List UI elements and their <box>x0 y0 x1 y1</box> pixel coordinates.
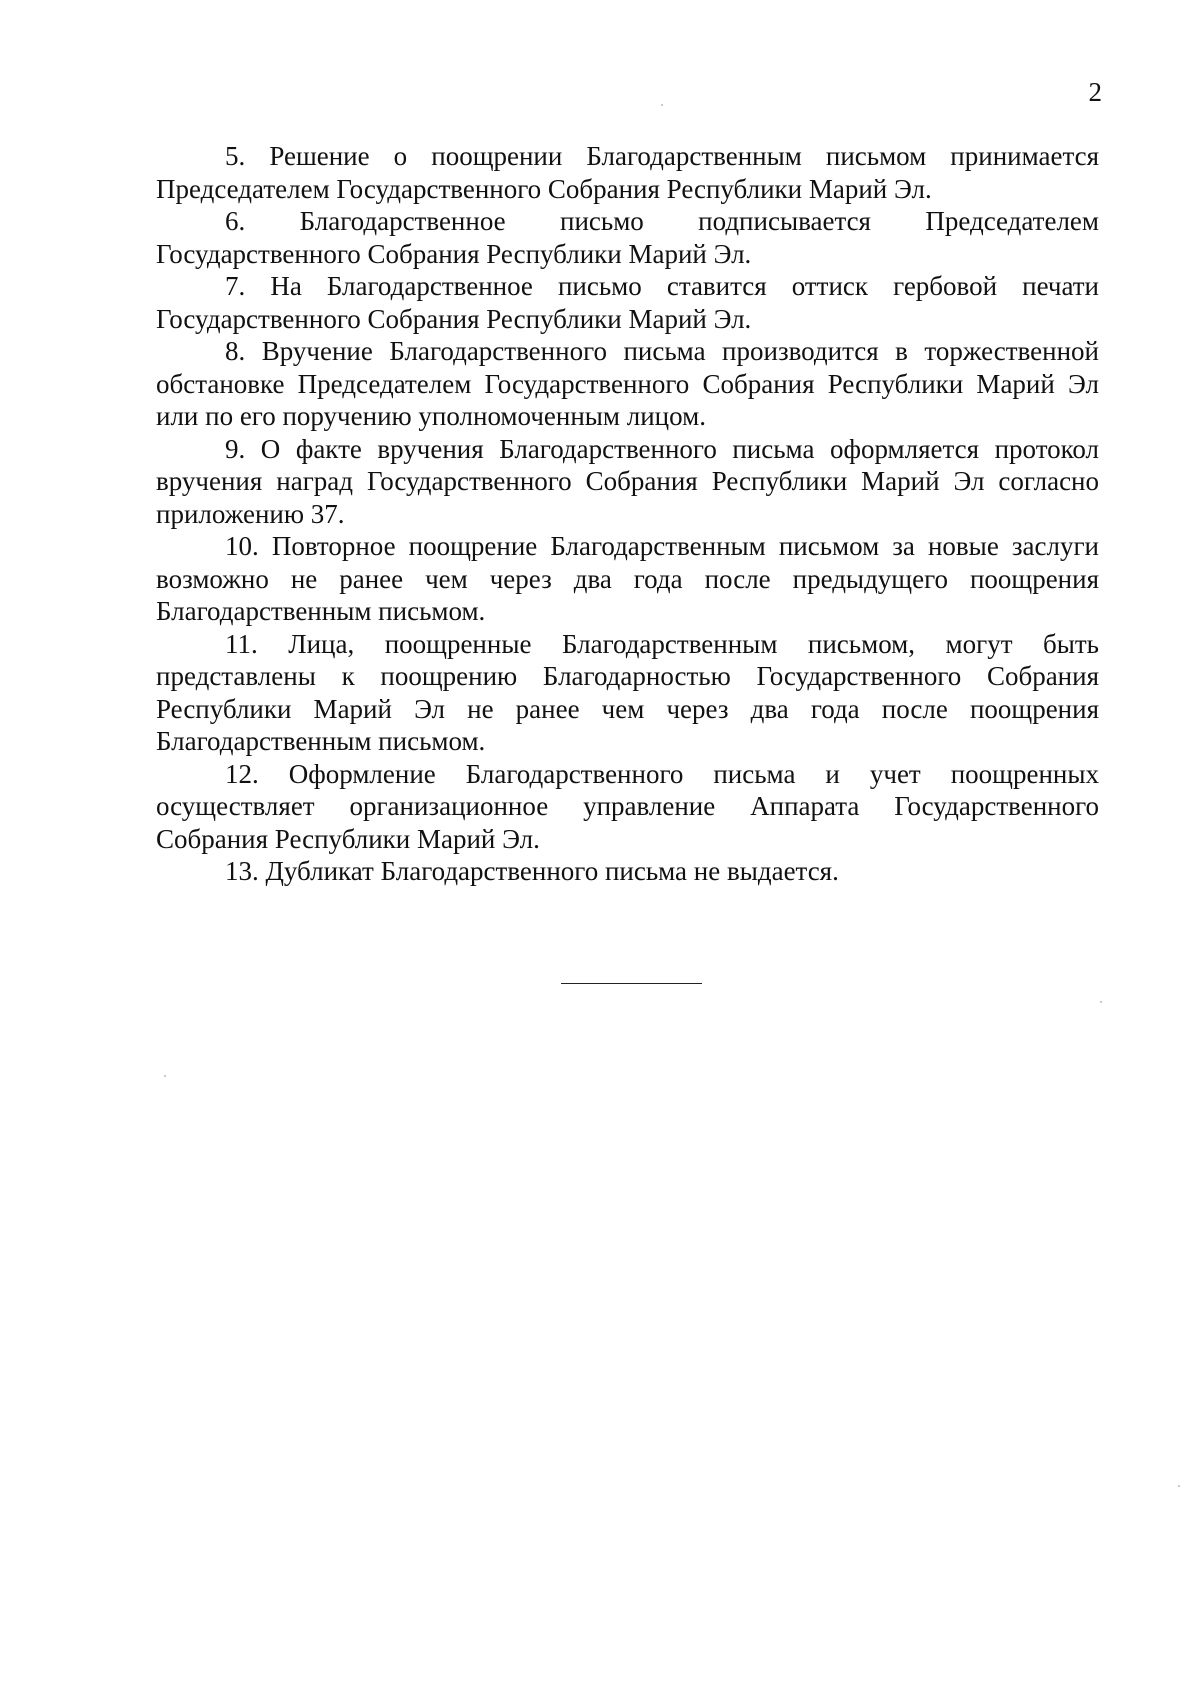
scan-speck <box>164 1075 166 1077</box>
paragraph-10: 10. Повторное поощрение Благодарственным письмом за новые заслуги возможно не ранее чем через два года после предыдущего поощрения Благодарственным письмом. <box>156 531 1099 626</box>
end-separator-line <box>561 983 702 984</box>
paragraph-9: 9. О факте вручения Благодарственного письма оформляется протокол вручения наград Государственного Собрания Республики Марий Эл согласно приложению 37. <box>156 433 1099 529</box>
page-number: 2 <box>1088 77 1102 107</box>
document-body <box>156 140 1099 888</box>
paragraph-7: 7. На Благодарственное письмо ставится оттиск гербовой печати Государственного Собрания Республики Марий Эл. <box>156 271 1099 334</box>
paragraph-12: 12. Оформление Благодарственного письма и учет поощренных осуществляет организационное управление Аппарата Государственного Собрания Республики Марий Эл. <box>156 758 1099 854</box>
scan-speck <box>1100 1001 1102 1003</box>
scan-speck <box>1178 1485 1180 1487</box>
paragraph-5: 5. Решение о поощрении Благодарственным письмом принимается Председателем Государственного Собрания Республики Марий Эл. <box>156 141 1099 204</box>
paragraph-6: 6. Благодарственное письмо подписывается Председателем Государственного Собрания Республики Марий Эл. <box>156 206 1099 269</box>
scan-speck <box>661 104 663 106</box>
paragraph-11: 11. Лица, поощренные Благодарственным письмом, могут быть представлены к поощрению Благодарностью Государственного Собрания Республики Марий Эл не ранее чем через два года после поощрения Благодарственным письмом. <box>156 628 1099 756</box>
paragraph-8: 8. Вручение Благодарственного письма производится в торжественной обстановке Председателем Государственного Собрания Республики Марий Эл или по его поручению уполномоченным лицом. <box>156 336 1099 431</box>
paragraph-13: 13. Дубликат Благодарственного письма не выдается. <box>225 856 839 886</box>
